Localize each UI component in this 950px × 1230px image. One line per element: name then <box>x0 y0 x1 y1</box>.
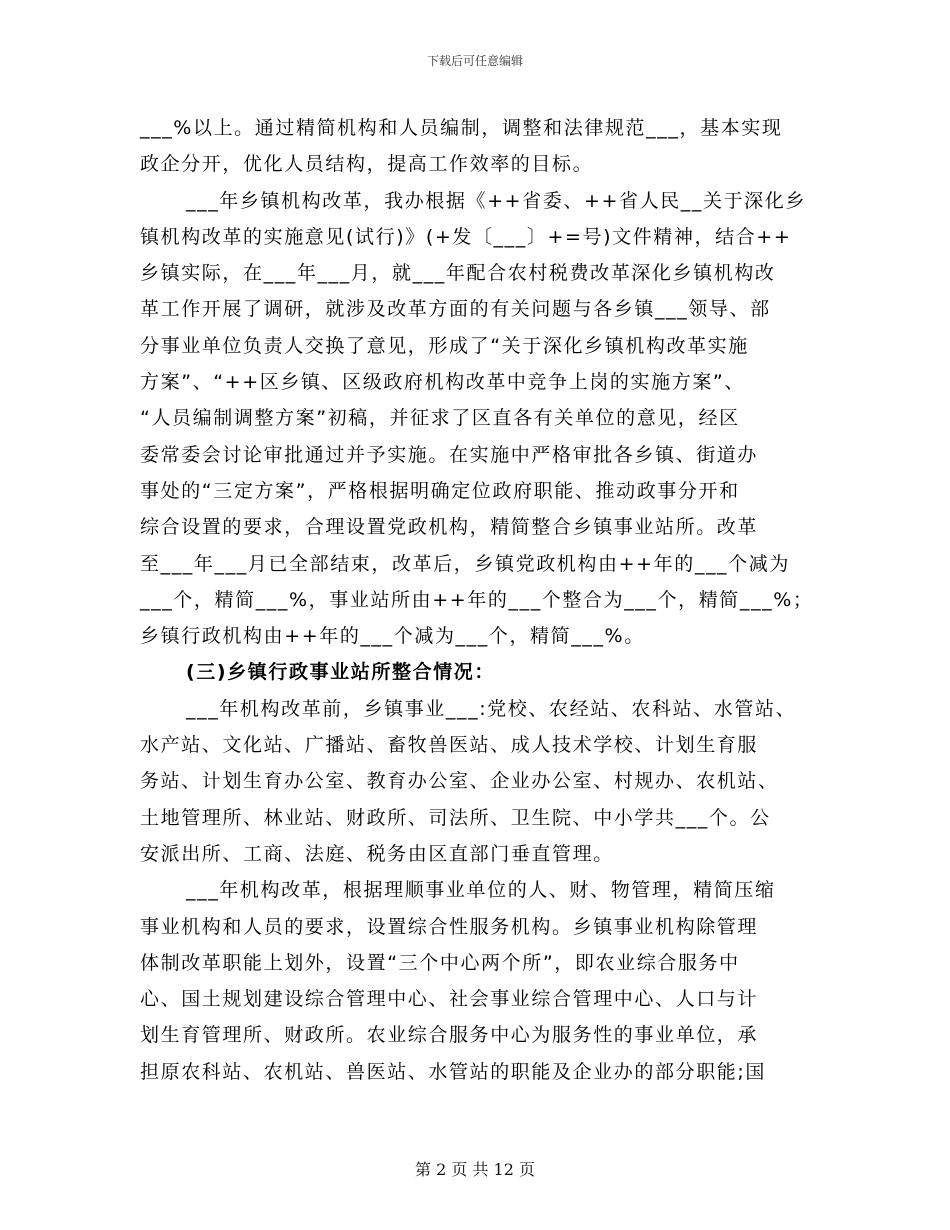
paragraph-start: ___年机构改革，根据理顺事业单位的人、财、物管理，精简压缩 <box>186 879 776 902</box>
text-line: 体制改革职能上划外，设置“三个中心两个所”，即农业综合服务中 <box>140 951 740 974</box>
text-line: 综合设置的要求，合理设置党政机构，精简整合乡镇事业站所。改革 <box>140 516 759 539</box>
text-line: ___个，精简___%，事业站所由++年的___个整合为___个，精简___%； <box>140 588 814 611</box>
text-line: 镇机构改革的实施意见(试行)》(+发〔___〕+=号)文件精神，结合++ <box>140 225 792 248</box>
text-line: 务站、计划生育办公室、教育办公室、企业办公室、村规办、农机站、 <box>140 770 779 793</box>
paragraph-start: ___年乡镇机构改革，我办根据《++省委、++省人民__关于深化乡 <box>186 189 806 212</box>
section-heading: (三)乡镇行政事业站所整合情况： <box>186 661 495 684</box>
paragraph-start: ___年机构改革前，乡镇事业___:党校、农经站、农科站、水管站、 <box>186 697 797 720</box>
text-line: 革工作开展了调研，就涉及改革方面的有关问题与各乡镇___领导、部 <box>140 298 771 321</box>
text-line: 委常委会讨论审批通过并予实施。在实施中严格审批各乡镇、街道办 <box>140 443 759 466</box>
text-line: 水产站、文化站、广播站、畜牧兽医站、成人技术学校、计划生育服 <box>140 734 759 757</box>
body-text <box>140 110 830 1090</box>
text-line: 乡镇行政机构由++年的___个减为___个，精简___%。 <box>140 625 645 648</box>
text-line: 安派出所、工商、法庭、税务由区直部门垂直管理。 <box>140 842 614 865</box>
text-line: “人员编制调整方案”初稿，并征求了区直各有关单位的意见，经区 <box>140 407 740 430</box>
text-line: 土地管理所、林业站、财政所、司法所、卫生院、中小学共___个。公 <box>140 806 771 829</box>
text-line: 乡镇实际，在___年___月，就___年配合农村税费改革深化乡镇机构改 <box>140 262 776 285</box>
text-line: 政企分开，优化人员结构，提高工作效率的目标。 <box>140 153 594 176</box>
text-line: 事业机构和人员的要求，设置综合性服务机构。乡镇事业机构除管理 <box>140 915 759 938</box>
text-line: 心、国土规划建设综合管理中心、社会事业综合管理中心、人口与计 <box>140 988 759 1011</box>
text-line: ___%以上。通过精简机构和人员编制，调整和法律规范___，基本实现 <box>140 117 783 139</box>
page-footer: 第 2 页 共 12 页 <box>415 1160 535 1179</box>
text-line: 方案”、“++区乡镇、区级政府机构改革中竞争上岗的实施方案”、 <box>140 371 745 394</box>
text-line: 担原农科站、农机站、兽医站、水管站的职能及企业办的部分职能;国 <box>140 1060 767 1083</box>
text-line: 至___年___月已全部结束，改革后，乡镇党政机构由++年的___个减为 <box>140 552 790 575</box>
text-line: 分事业单位负责人交换了意见，形成了“关于深化乡镇机构改革实施 <box>140 334 749 357</box>
page-header: 下载后可任意编辑 <box>426 54 523 68</box>
text-line: 划生育管理所、财政所。农业综合服务中心为服务性的事业单位，承 <box>140 1024 759 1047</box>
text-line: 事处的“三定方案”，严格根据明确定位政府职能、推动政事分开和 <box>140 479 740 502</box>
